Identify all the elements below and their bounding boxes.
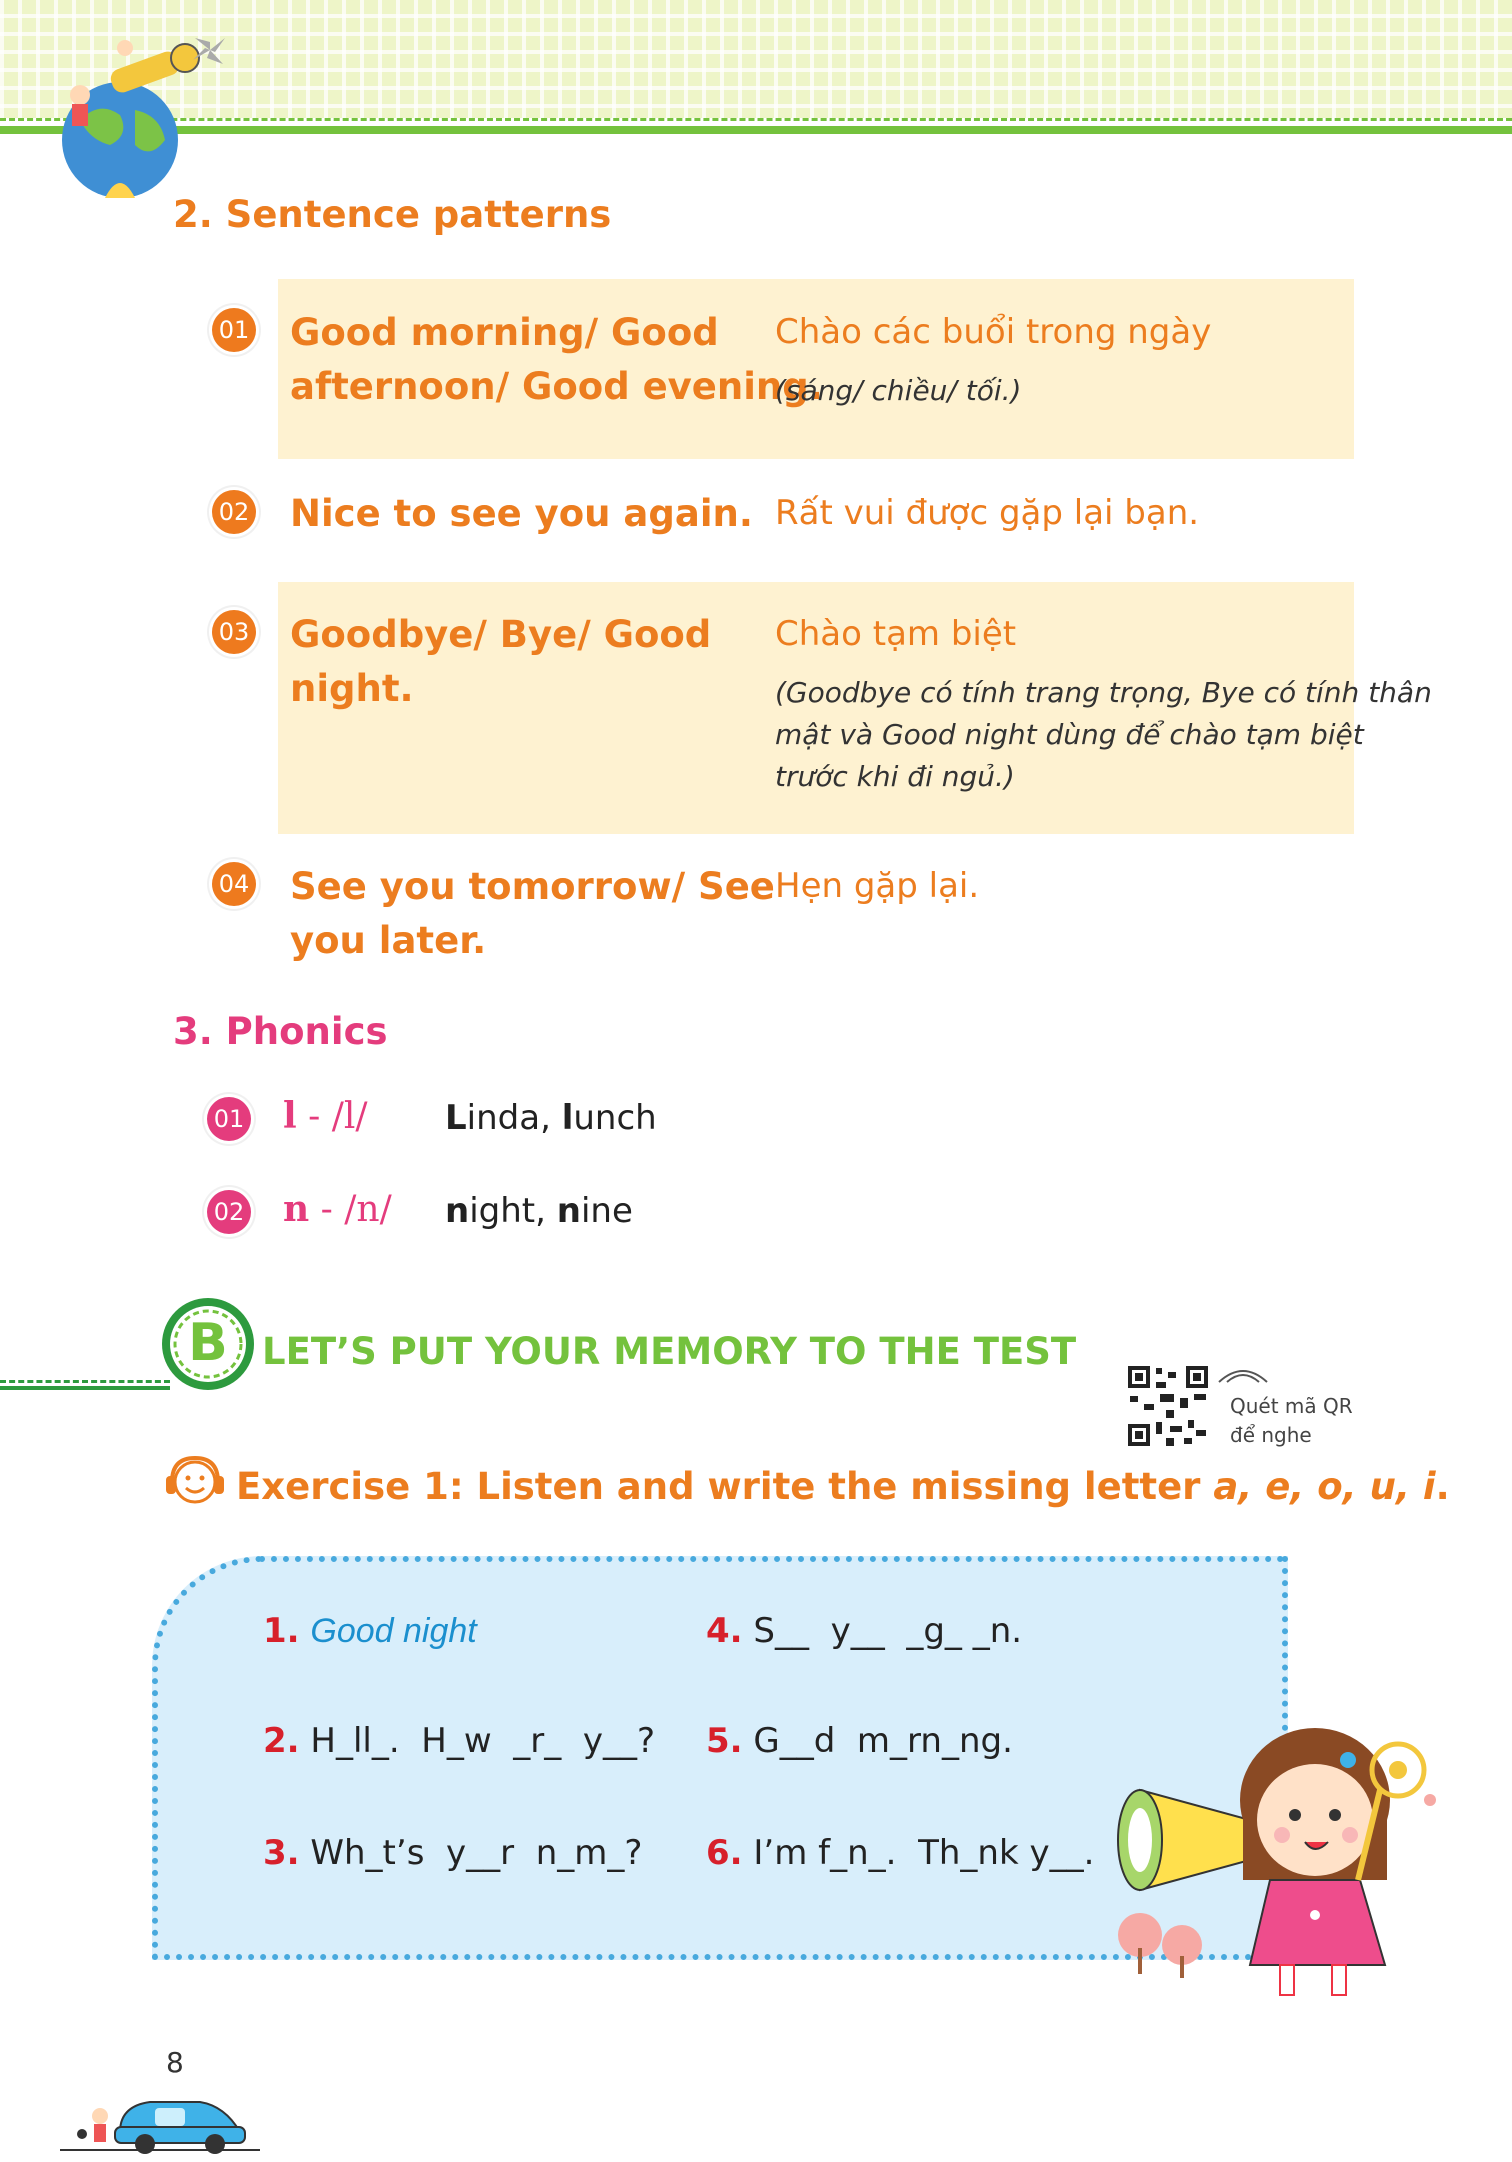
exercise-item-2[interactable] bbox=[263, 1721, 655, 1761]
phonics-example-letter: n bbox=[445, 1191, 470, 1231]
exercise-item-3[interactable] bbox=[263, 1833, 642, 1873]
exercise-item-number: 5. bbox=[706, 1721, 743, 1761]
phonics-example-rest: unch bbox=[573, 1098, 657, 1138]
pattern-english: Nice to see you again. bbox=[290, 492, 753, 535]
pattern-note bbox=[775, 672, 1432, 798]
pattern-english bbox=[290, 306, 823, 414]
pattern-note: (sáng/ chiều/ tối.) bbox=[775, 374, 1022, 407]
exercise-1-title-text: Exercise 1: Listen and write the missing letter bbox=[236, 1465, 1214, 1508]
section-b-letter: B bbox=[188, 1313, 228, 1373]
exercise-item-text: G__d m_rn_ng. bbox=[742, 1721, 1013, 1761]
headphones-smiley-icon bbox=[162, 1452, 228, 1508]
pattern-english-line: afternoon/ Good evening. bbox=[290, 365, 823, 408]
pattern-note-line: (Goodbye có tính trang trọng, Bye có tính thân bbox=[775, 676, 1432, 709]
pattern-english-line: night. bbox=[290, 667, 414, 710]
pattern-english bbox=[290, 608, 711, 716]
pattern-vietnamese: Hẹn gặp lại. bbox=[775, 866, 980, 906]
phonics-symbol bbox=[283, 1188, 392, 1230]
exercise-item-6[interactable] bbox=[706, 1833, 1094, 1873]
pattern-vietnamese: Chào các buổi trong ngày bbox=[775, 312, 1212, 352]
pattern-english-line: you later. bbox=[290, 919, 487, 962]
pattern-english bbox=[290, 860, 775, 968]
phonics-separator: - bbox=[296, 1096, 332, 1137]
sentence-patterns-heading: 2. Sentence patterns bbox=[173, 193, 612, 236]
phonics-example-rest: inda, bbox=[466, 1098, 562, 1138]
qr-caption-line: để nghe bbox=[1230, 1423, 1312, 1447]
phonics-example-letter: l bbox=[561, 1098, 574, 1138]
pattern-vietnamese: Rất vui được gặp lại bạn. bbox=[775, 493, 1200, 533]
page-number: 8 bbox=[166, 2046, 184, 2079]
pinwheel-icon bbox=[185, 30, 235, 70]
phonics-heading: 3. Phonics bbox=[173, 1010, 388, 1053]
phonics-example-rest: ight, bbox=[469, 1191, 557, 1231]
exercise-item-5[interactable] bbox=[706, 1721, 1013, 1761]
phonics-letter: l bbox=[283, 1095, 297, 1137]
exercise-item-text: I’m f_n_. Th_nk y__. bbox=[742, 1833, 1095, 1873]
phonics-ipa: /n/ bbox=[344, 1189, 392, 1230]
pattern-english-line: Goodbye/ Bye/ Good bbox=[290, 613, 712, 656]
car-kids-icon bbox=[60, 2072, 260, 2162]
exercise-item-text: S__ y__ _g_ _n. bbox=[742, 1611, 1023, 1651]
scan-signal-icon bbox=[1215, 1364, 1271, 1386]
section-b-dashed-line bbox=[0, 1380, 170, 1383]
section-b-solid-line bbox=[0, 1386, 170, 1390]
exercise-item-text: Wh_t’s y__r n_m_? bbox=[299, 1833, 643, 1873]
exercise-1-title-end: . bbox=[1435, 1465, 1450, 1508]
phonics-number-badge: 01 bbox=[207, 1097, 251, 1141]
pattern-note-line: trước khi đi ngủ.) bbox=[775, 760, 1015, 793]
phonics-examples bbox=[445, 1191, 633, 1231]
phonics-ipa: /l/ bbox=[331, 1096, 368, 1137]
phonics-example-rest: ine bbox=[580, 1191, 633, 1231]
phonics-separator: - bbox=[309, 1189, 345, 1230]
pattern-number-badge: 03 bbox=[212, 610, 256, 654]
qr-caption bbox=[1230, 1392, 1353, 1450]
girl-megaphone-icon bbox=[1100, 1710, 1440, 2000]
exercise-item-number: 6. bbox=[706, 1833, 743, 1873]
phonics-letter: n bbox=[283, 1188, 310, 1230]
exercise-item-text: H_ll_. H_w _r_ y__? bbox=[299, 1721, 656, 1761]
pattern-vietnamese: Chào tạm biệt bbox=[775, 614, 1017, 654]
exercise-item-example-answer: Good night bbox=[310, 1612, 477, 1650]
pattern-english-line: Good morning/ Good bbox=[290, 311, 719, 354]
phonics-example-letter: L bbox=[445, 1098, 467, 1138]
pattern-number-badge: 01 bbox=[212, 308, 256, 352]
exercise-1-letters: a, e, o, u, i bbox=[1213, 1465, 1436, 1508]
pattern-note-line: mật và Good night dùng để chào tạm biệt bbox=[775, 718, 1364, 751]
exercise-item-number: 1. bbox=[263, 1611, 300, 1651]
qr-code-icon[interactable] bbox=[1126, 1364, 1210, 1448]
exercise-item-1 bbox=[263, 1611, 477, 1651]
phonics-examples bbox=[445, 1098, 657, 1138]
phonics-number-badge: 02 bbox=[207, 1190, 251, 1234]
exercise-item-number: 2. bbox=[263, 1721, 300, 1761]
phonics-symbol bbox=[283, 1095, 368, 1137]
pattern-english-line: See you tomorrow/ See bbox=[290, 865, 775, 908]
section-b-title: LET’S PUT YOUR MEMORY TO THE TEST bbox=[262, 1330, 1077, 1373]
pattern-number-badge: 04 bbox=[212, 862, 256, 906]
pattern-number-badge: 02 bbox=[212, 490, 256, 534]
exercise-1-title bbox=[236, 1465, 1450, 1508]
exercise-item-number: 3. bbox=[263, 1833, 300, 1873]
exercise-item-number: 4. bbox=[706, 1611, 743, 1651]
phonics-example-letter: n bbox=[556, 1191, 581, 1231]
qr-caption-line: Quét mã QR bbox=[1230, 1394, 1353, 1418]
exercise-item-4[interactable] bbox=[706, 1611, 1022, 1651]
